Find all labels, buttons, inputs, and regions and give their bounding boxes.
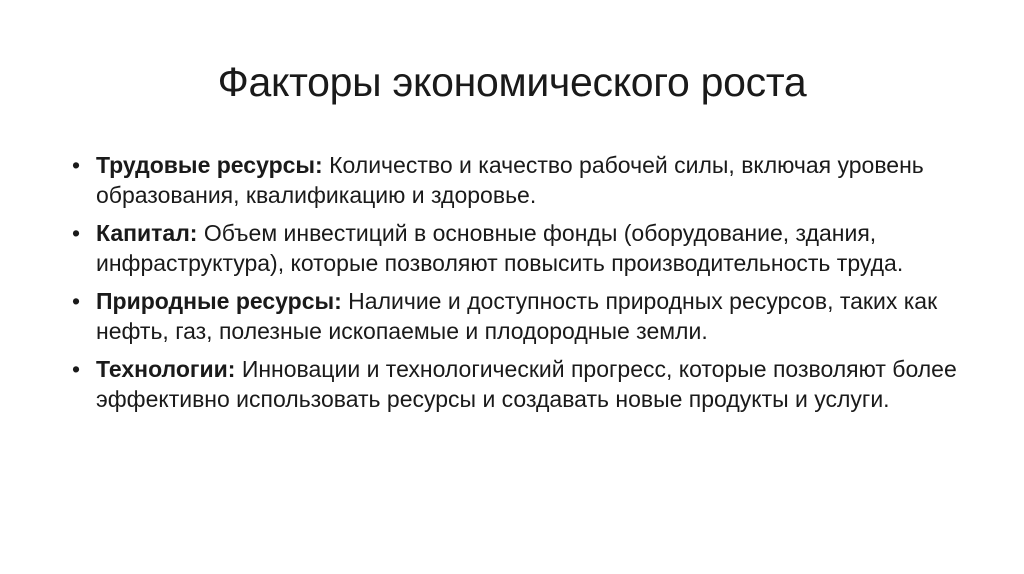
slide-title: Факторы экономического роста bbox=[217, 59, 807, 105]
bullet-item-technology bbox=[72, 354, 962, 414]
bullet-icon: • bbox=[72, 288, 81, 314]
bullet-item-natural-resources bbox=[72, 286, 962, 346]
bullet-term: Трудовые ресурсы: bbox=[96, 152, 323, 178]
bullet-icon: • bbox=[72, 152, 81, 178]
bullet-icon: • bbox=[72, 220, 81, 246]
bullet-text: Объем инвестиций в основные фонды (оборудование, здания, инфраструктура), которые позволяют повысить производительность труда. bbox=[96, 220, 904, 276]
bullet-icon: • bbox=[72, 356, 81, 382]
bullet-term: Капитал: bbox=[96, 220, 198, 246]
bullet-text: Инновации и технологический прогресс, которые позволяют более эффективно использовать ресурсы и создавать новые продукты и услуги. bbox=[96, 356, 957, 412]
bullet-item-labor bbox=[72, 150, 962, 210]
bullet-list bbox=[72, 150, 962, 422]
bullet-text: Наличие и доступность природных ресурсов, таких как нефть, газ, полезные ископаемые и плодородные земли. bbox=[96, 288, 938, 344]
bullet-term: Технологии: bbox=[96, 356, 236, 382]
bullet-term: Природные ресурсы: bbox=[96, 288, 342, 314]
bullet-text: Количество и качество рабочей силы, включая уровень образования, квалификацию и здоровье. bbox=[96, 152, 924, 208]
bullet-item-capital bbox=[72, 218, 962, 278]
